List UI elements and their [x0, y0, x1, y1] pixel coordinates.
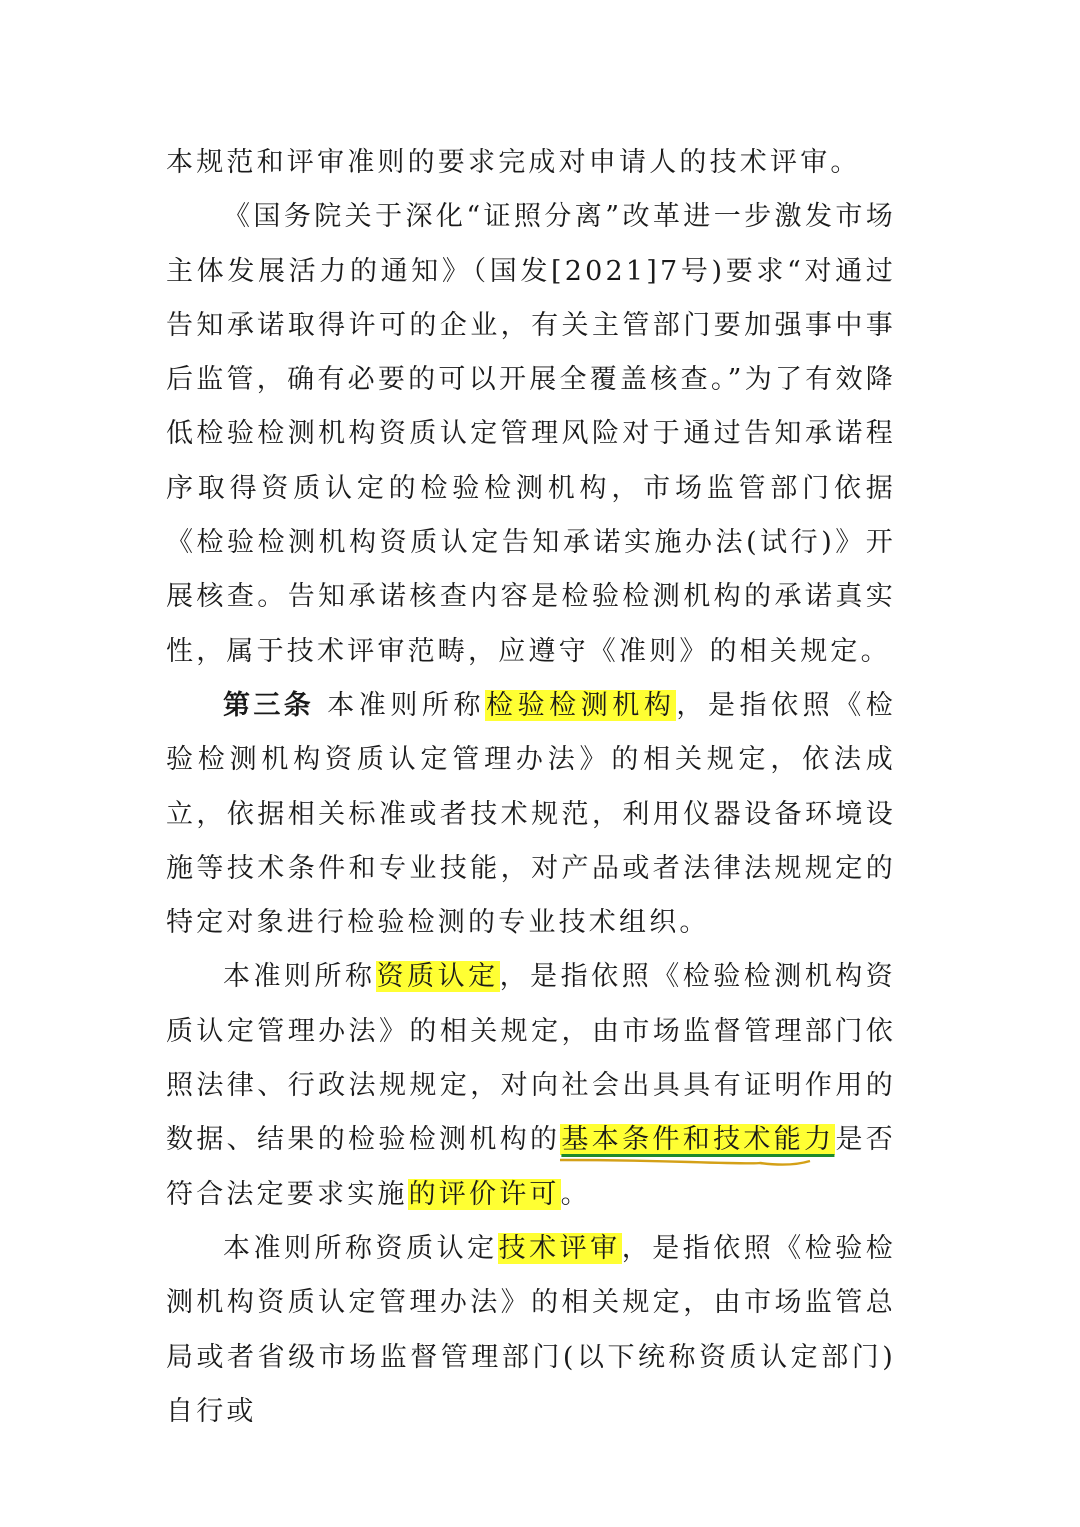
wavy-underline-mark — [560, 1158, 820, 1168]
article-3-pre: 本准则所称 — [314, 689, 486, 721]
qualification-mid: ，是指依照《检验检测机构资质认定管理办法》的相关规定，由市场监督管理部门依照法律、行政法规规定，对向社会出具具有证明作用的数据、结果的检验检测机构的 — [166, 961, 896, 1156]
article-3-post: ，是指依照《检验检测机构资质认定管理办法》的相关规定，依法成立，依据相关标准或者技术规范，利用仪器设备环境设施等技术条件和专业技能，对产品或者法律法规规定的特定对象进行检验检测的专业技术组织。 — [166, 689, 896, 939]
review-post: ，是指依照《检验检测机构资质认定管理办法》的相关规定，由市场监管总局或者省级市场监督管理部门(以下统称资质认定部门)自行或 — [166, 1232, 896, 1427]
qualification-end: 。 — [560, 1178, 591, 1210]
article-number: 第三条 — [223, 689, 315, 721]
paragraph-notice: 《国务院关于深化“证照分离”改革进一步激发市场主体发展活力的通知》（国发[2021]7号)要求“对通过告知承诺取得许可的企业，有关主管部门要加强事中事后监管，确有必要的可以开展全覆盖核查。”为了有效降低检验检测机构资质认定管理风险对于通过告知承诺程序取得资质认定的检验检测机构，市场监管部门依据《检验检测机构资质认定告知承诺实施办法(试行)》开展核查。告知承诺核查内容是检验检测机构的承诺真实性，属于技术评审范畴，应遵守《准则》的相关规定。 — [166, 201, 896, 667]
paragraph-continuation: 本规范和评审准则的要求完成对申请人的技术评审。 — [166, 147, 861, 178]
underlined-term-text: 基本条件和技术能力 — [561, 1124, 835, 1156]
underlined-term-conditions — [560, 1124, 835, 1155]
highlight-term-evaluation: 的评价许可 — [408, 1178, 560, 1210]
highlight-term-review: 技术评审 — [498, 1232, 621, 1264]
highlight-term-institution: 检验检测机构 — [486, 689, 676, 721]
qualification-mid2: 是否符合法定要求实施 — [166, 1124, 896, 1210]
paragraph-article-3 — [166, 679, 896, 950]
paragraph-technical-review — [166, 1222, 896, 1439]
highlight-term-qualification: 资质认定 — [376, 961, 499, 993]
paragraph-qualification — [166, 950, 896, 1221]
qualification-pre: 本准则所称 — [223, 961, 376, 993]
document-body — [166, 136, 896, 1439]
review-pre: 本准则所称资质认定 — [223, 1232, 498, 1264]
